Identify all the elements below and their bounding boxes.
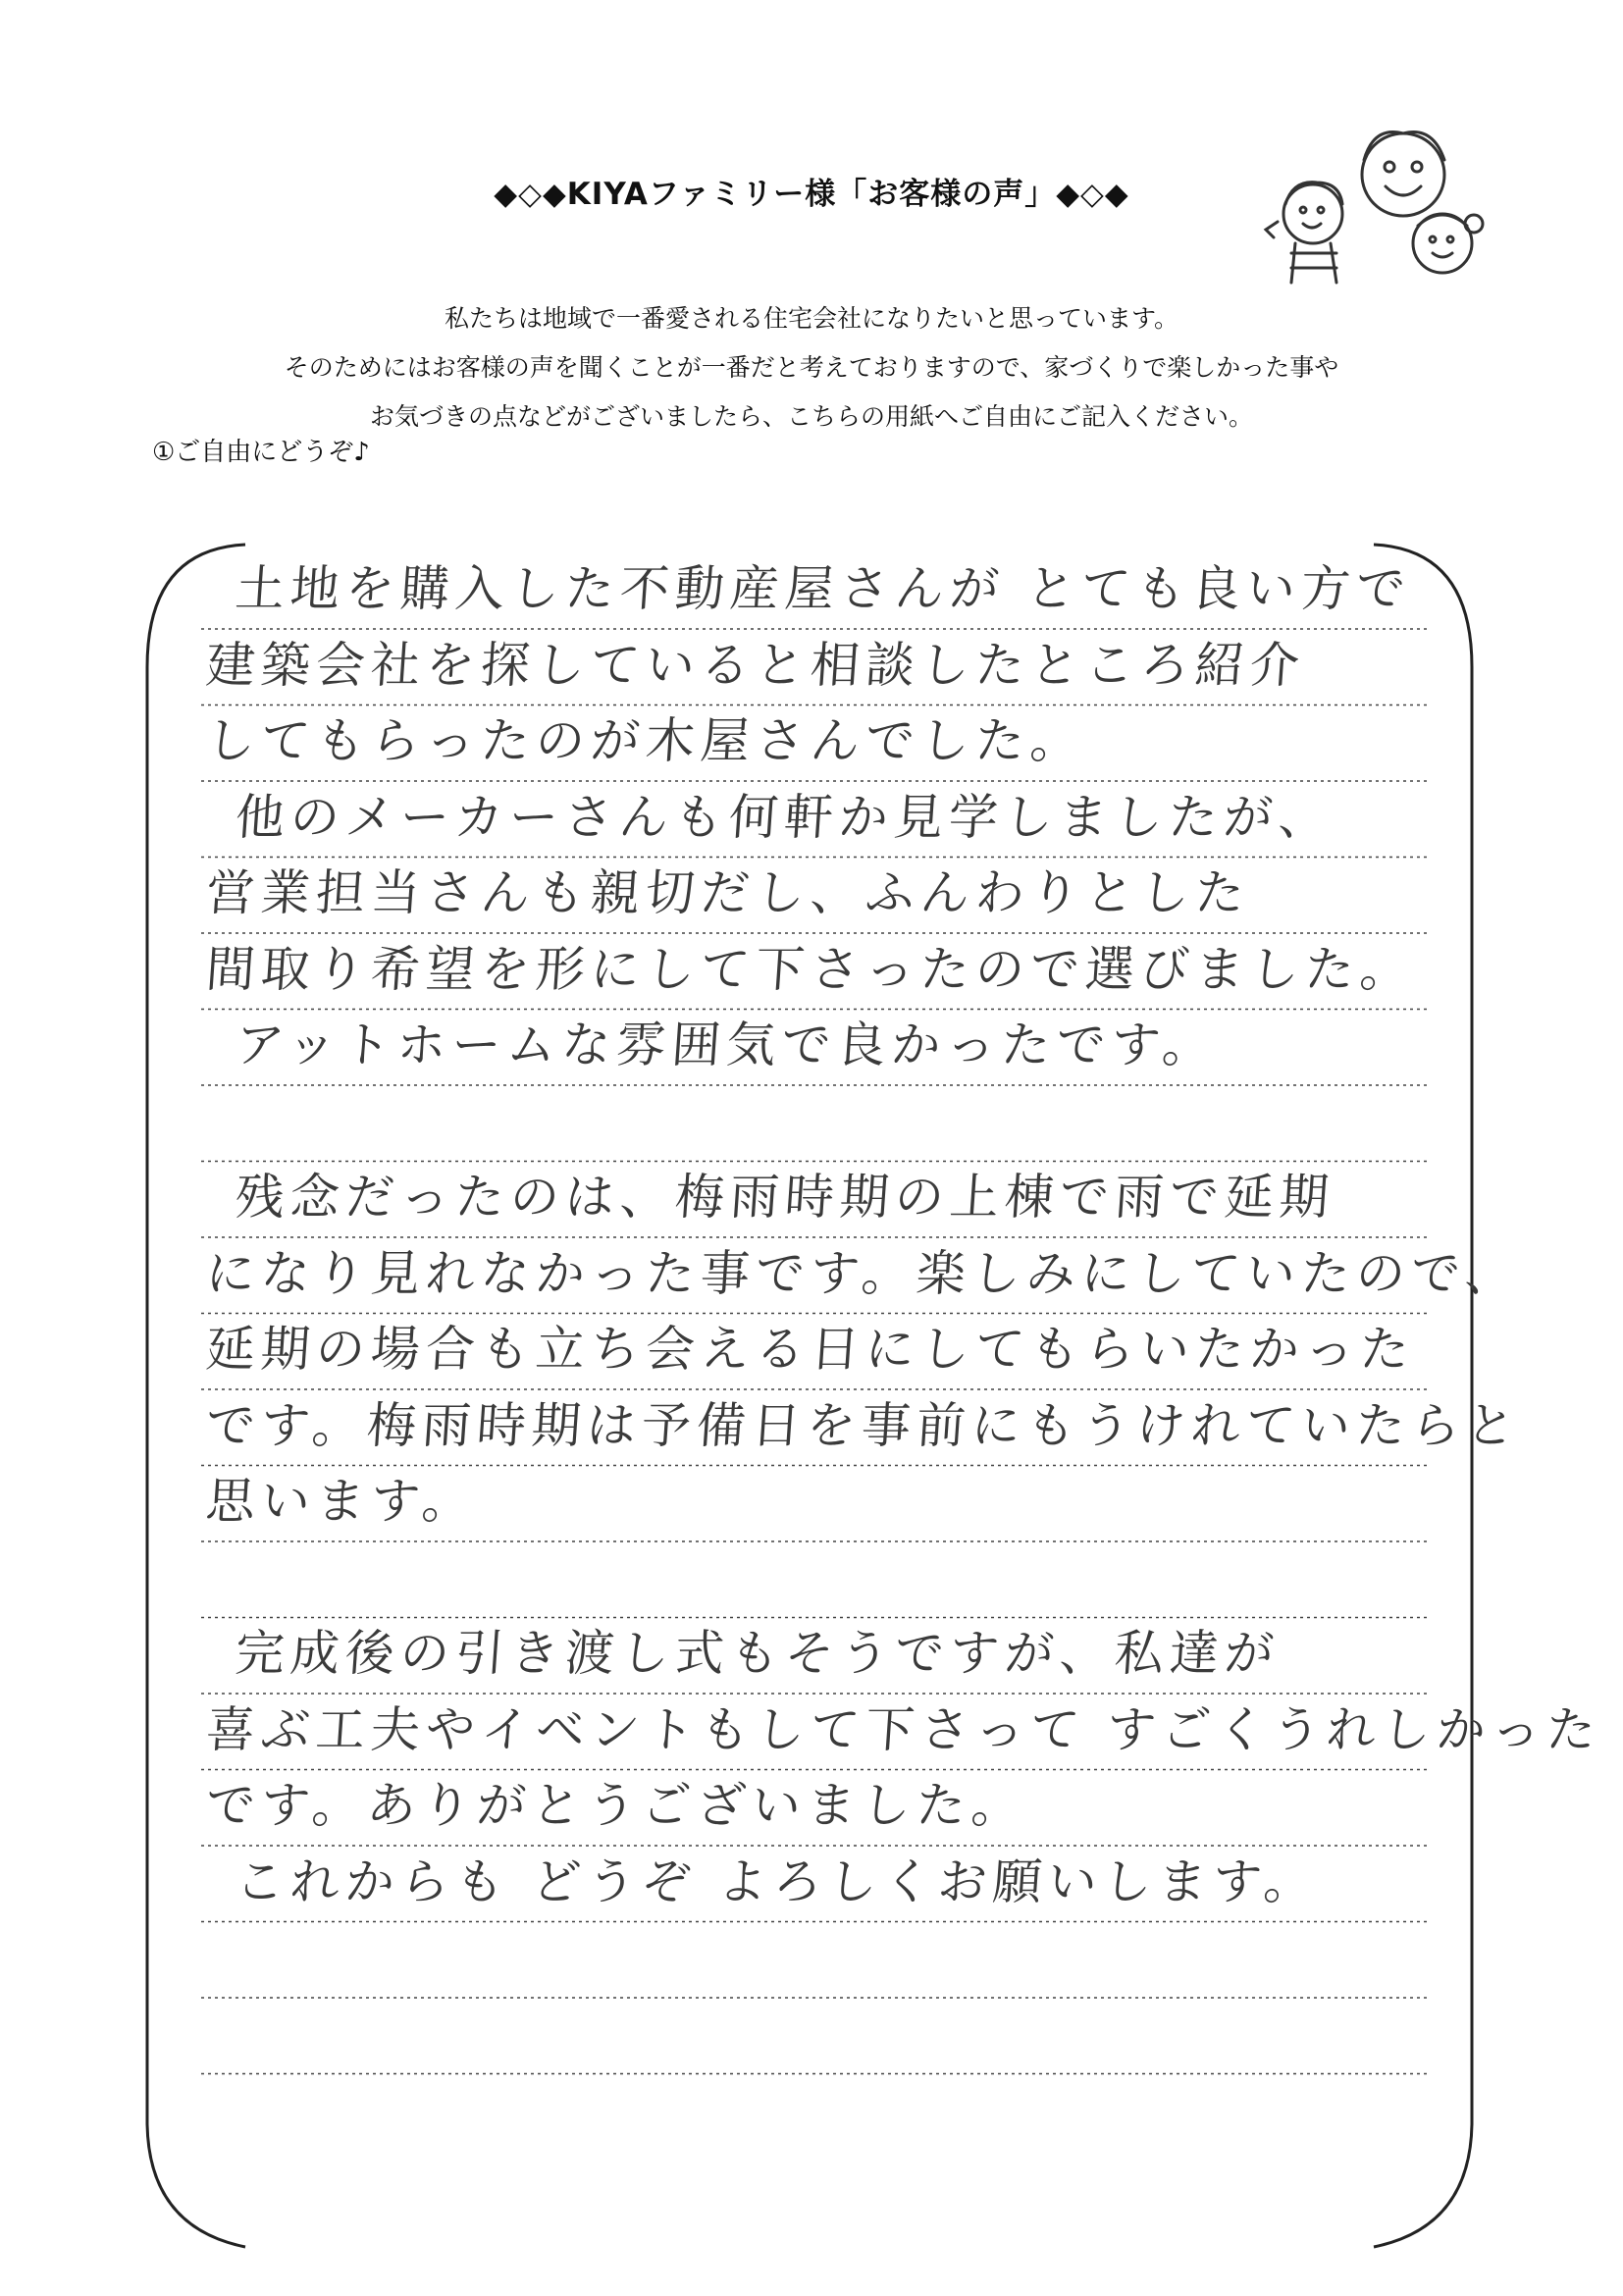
handwritten-line: 喜ぶ工夫やイベントもして下さって すごくうれしかった: [203, 1700, 1603, 1758]
handwritten-line: になり見れなかった事です。楽しみにしていたので、: [203, 1244, 1523, 1302]
handwritten-line: 他のメーカーさんも何軒か見学しましたが、: [233, 788, 1336, 846]
intro-line-3: お気づきの点などがございましたら、こちらの用紙へご自由にご記入ください。: [369, 402, 1253, 431]
handwritten-line: 間取り希望を形にして下さったので選びました。: [203, 940, 1418, 998]
handwritten-line: してもらったのが木屋さんでした。: [203, 712, 1088, 769]
handwritten-line: アットホームな雰囲気で良かったです。: [233, 1017, 1220, 1073]
handwritten-line: 延期の場合も立ち会える日にしてもらいたかった: [203, 1321, 1418, 1378]
handwritten-line: です。ありがとうございました。: [203, 1777, 1029, 1834]
page-title: ◆◇◆KIYAファミリー様「お客様の声」◆◇◆: [494, 177, 1129, 212]
handwritten-line: これからも どうぞ よろしくお願いします。: [233, 1852, 1321, 1910]
handwritten-line: です。梅雨時期は予備日を事前にもうけれていたらと: [203, 1396, 1524, 1454]
handwritten-line: 営業担当さんも親切だし、ふんわりとした: [203, 864, 1253, 921]
handwritten-line: 思います。: [203, 1473, 480, 1530]
handwritten-line: 土地を購入した不動産屋さんが とても良い方で: [233, 560, 1413, 617]
handwritten-line: 建築会社を探していると相談したところ紹介: [203, 636, 1308, 694]
handwritten-line: 完成後の引き渡し式もそうですが、私達が: [233, 1625, 1283, 1682]
intro-line-2: そのためにはお客様の声を聞くことが一番だと考えておりますので、家づくりで楽しかった事や: [284, 353, 1339, 382]
handwritten-line: 残念だったのは、梅雨時期の上棟で雨で延期: [233, 1169, 1337, 1226]
prompt-label: ①ご自由にどうぞ♪: [152, 438, 370, 467]
intro-line-1: 私たちは地域で一番愛される住宅会社になりたいと思っています。: [444, 304, 1178, 333]
